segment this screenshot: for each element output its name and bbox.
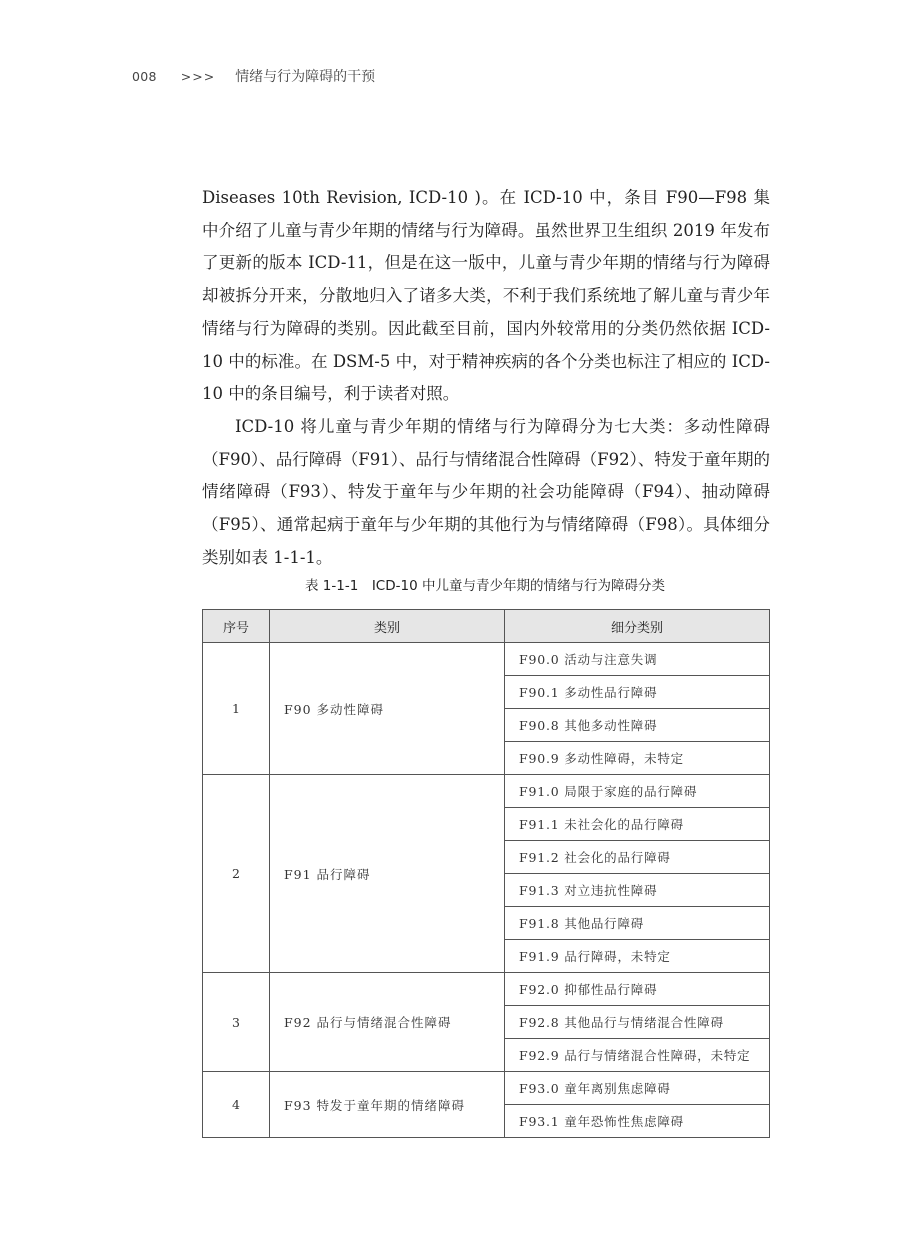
subcategory-cell: F90.1 多动性品行障碍: [505, 676, 770, 709]
table-caption: 表 1-1-1 ICD-10 中儿童与青少年期的情绪与行为障碍分类: [305, 578, 665, 594]
subcategory-cell: F93.1 童年恐怖性焦虑障碍: [505, 1105, 770, 1138]
paragraph-1: Diseases 10th Revision, ICD-10 )。在 ICD-10 中，条目 F90—F98 集中介绍了儿童与青少年期的情绪与行为障碍。虽然世界卫生组织 2019 年发布了更新的版本 ICD-11，但是在这一版中，儿童与青少年期的情绪与行为障碍却被拆分开来，分散地归入了诸多大类，不利于我们系统地了解儿童与青少年情绪与行为障碍的类别。因此截至目前，国内外较常用的分类仍然依据 ICD-10 中的标准。在 DSM-5 中，对于精神疾病的各个分类也标注了相应的 ICD-10 中的条目编号，利于读者对照。: [202, 188, 770, 404]
table-header-row: [203, 610, 770, 643]
group-number: 2: [203, 775, 270, 973]
group-category: F90 多动性障碍: [270, 643, 505, 775]
group-category: F92 品行与情绪混合性障碍: [270, 973, 505, 1072]
table-row: [203, 643, 770, 676]
paragraph-2: ICD-10 将儿童与青少年期的情绪与行为障碍分为七大类：多动性障碍（F90）、品行障碍（F91）、品行与情绪混合性障碍（F92）、特发于童年期的情绪障碍（F93）、特发于童年与少年期的社会功能障碍（F94）、抽动障碍（F95）、通常起病于童年与少年期的其他行为与情绪障碍（F98）。具体细分类别如表 1-1-1。: [202, 416, 770, 567]
subcategory-cell: F92.8 其他品行与情绪混合性障碍: [505, 1006, 770, 1039]
header-category: 类别: [270, 610, 505, 643]
group-number: 3: [203, 973, 270, 1072]
subcategory-cell: F93.0 童年离别焦虑障碍: [505, 1072, 770, 1105]
table-row: [203, 973, 770, 1006]
table-row: [203, 1072, 770, 1105]
subcategory-cell: F90.0 活动与注意失调: [505, 643, 770, 676]
subcategory-cell: F92.9 品行与情绪混合性障碍，未特定: [505, 1039, 770, 1072]
page-number: 008: [132, 68, 157, 84]
group-number: 1: [203, 643, 270, 775]
group-category: F93 特发于童年期的情绪障碍: [270, 1072, 505, 1138]
header-subcategory: 细分类别: [505, 610, 770, 643]
running-header: [132, 66, 375, 86]
subcategory-cell: F91.3 对立违抗性障碍: [505, 874, 770, 907]
table-body: [203, 643, 770, 1138]
subcategory-cell: F90.8 其他多动性障碍: [505, 709, 770, 742]
body-text: [202, 182, 770, 574]
book-title: 情绪与行为障碍的干预: [235, 69, 376, 85]
subcategory-cell: F91.9 品行障碍，未特定: [505, 940, 770, 973]
header-number: 序号: [203, 610, 270, 643]
subcategory-cell: F92.0 抑郁性品行障碍: [505, 973, 770, 1006]
subcategory-cell: F91.1 未社会化的品行障碍: [505, 808, 770, 841]
header-arrows: >>>: [180, 68, 216, 84]
icd-classification-table: [202, 609, 770, 1138]
group-category: F91 品行障碍: [270, 775, 505, 973]
subcategory-cell: F91.2 社会化的品行障碍: [505, 841, 770, 874]
subcategory-cell: F91.0 局限于家庭的品行障碍: [505, 775, 770, 808]
subcategory-cell: F90.9 多动性障碍，未特定: [505, 742, 770, 775]
table-row: [203, 775, 770, 808]
group-number: 4: [203, 1072, 270, 1138]
subcategory-cell: F91.8 其他品行障碍: [505, 907, 770, 940]
